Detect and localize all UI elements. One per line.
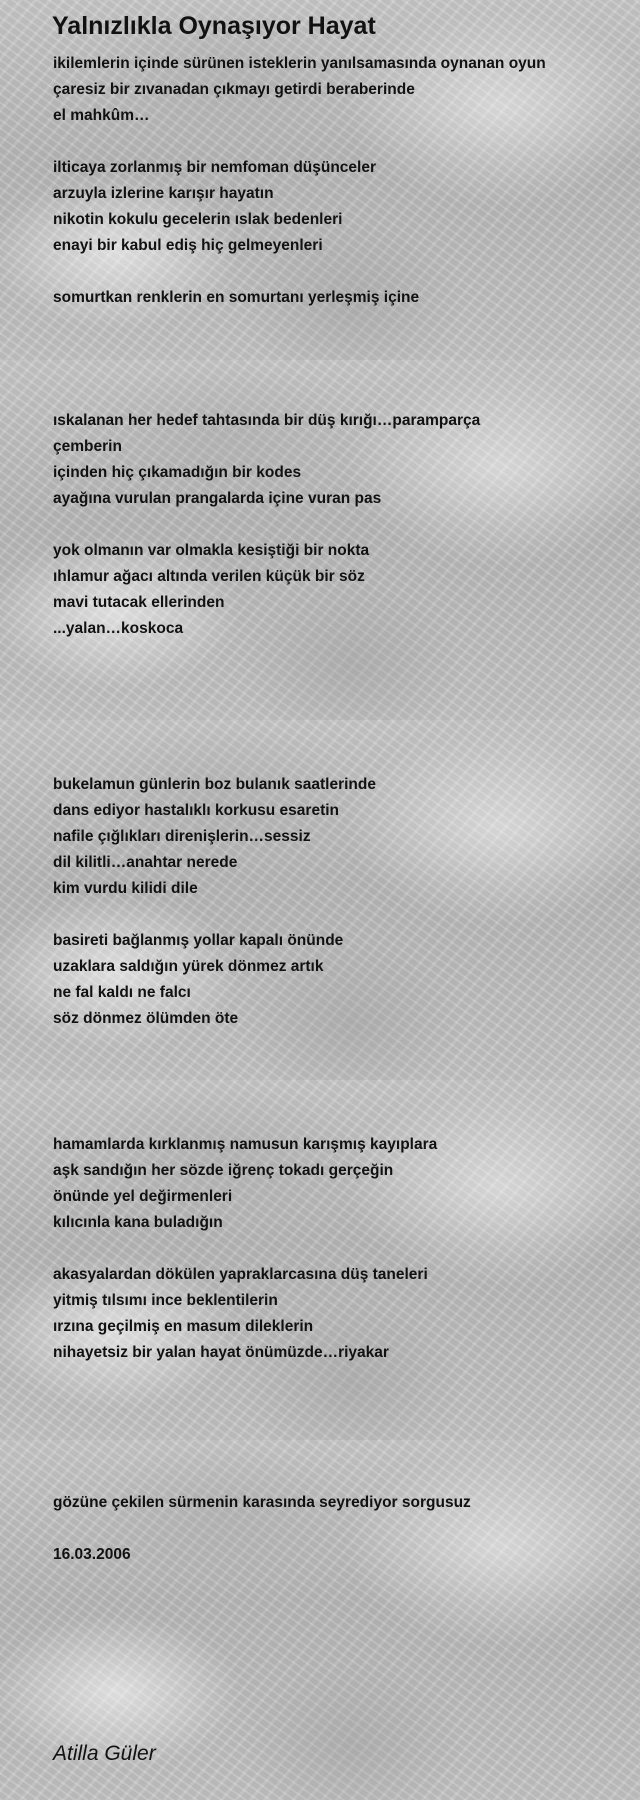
poem-line: dil kilitli…anahtar nerede — [53, 854, 238, 871]
stanza — [53, 155, 630, 259]
stanza — [53, 1262, 630, 1366]
stanza-group-1 — [53, 51, 630, 337]
stanza — [53, 1490, 630, 1516]
poem-line: çaresiz bir zıvanadan çıkmayı getirdi beraberinde — [53, 81, 415, 98]
poem-title: Yalnızlıkla Oynaşıyor Hayat — [52, 12, 376, 40]
stanza — [53, 772, 630, 902]
stanza — [53, 1542, 630, 1568]
stanza-group-5 — [53, 1490, 630, 1594]
poem-panel-5 — [0, 1440, 640, 1800]
poem-line: yok olmanın var olmakla kesiştiği bir nokta — [53, 542, 370, 559]
poem-line: somurtkan renklerin en somurtanı yerleşmiş içine — [53, 289, 420, 306]
poem-line: çemberin — [53, 438, 122, 455]
poem-line: ıhlamur ağacı altında verilen küçük bir söz — [53, 568, 365, 585]
poem-line: 16.03.2006 — [53, 1546, 131, 1563]
stanza — [53, 538, 630, 642]
poem-line: aşk sandığın her sözde iğrenç tokadı gerçeğin — [53, 1162, 394, 1179]
poem-line: hamamlarda kırklanmış namusun karışmış kayıplara — [53, 1136, 438, 1153]
poem-line: ...yalan…koskoca — [53, 620, 184, 637]
stanza — [53, 928, 630, 1032]
poem-line: kılıcınla kana buladığın — [53, 1214, 223, 1231]
poem-panel-1 — [0, 0, 640, 360]
poem-line: el mahkûm… — [53, 107, 150, 124]
poem-line: ilticaya zorlanmış bir nemfoman düşünceler — [53, 159, 377, 176]
poem-line: uzaklara saldığın yürek dönmez artık — [53, 958, 324, 975]
poem-line: dans ediyor hastalıklı korkusu esaretin — [53, 802, 340, 819]
poem-line: söz dönmez ölümden öte — [53, 1010, 239, 1027]
poem-line: basireti bağlanmış yollar kapalı önünde — [53, 932, 344, 949]
stanza-group-2 — [53, 408, 630, 668]
poem-line: kim vurdu kilidi dile — [53, 880, 198, 897]
poem-line: yitmiş tılsımı ince beklentilerin — [53, 1292, 278, 1309]
poem-line: mavi tutacak ellerinden — [53, 594, 225, 611]
poem-line: enayi bir kabul ediş hiç gelmeyenleri — [53, 237, 323, 254]
stanza — [53, 408, 630, 512]
poem-line: ne fal kaldı ne falcı — [53, 984, 191, 1001]
poem-line: gözüne çekilen sürmenin karasında seyrediyor sorgusuz — [53, 1494, 471, 1511]
poem-line: nafile çığlıkları direnişlerin…sessiz — [53, 828, 311, 845]
poem-line: nikotin kokulu gecelerin ıslak bedenleri — [53, 211, 343, 228]
poem-line: ikilemlerin içinde sürünen isteklerin yanılsamasında oynanan oyun — [53, 55, 546, 72]
poem-line: arzuyla izlerine karışır hayatın — [53, 185, 274, 202]
poem-line: bukelamun günlerin boz bulanık saatlerinde — [53, 776, 376, 793]
poem-line: ırzına geçilmiş en masum dileklerin — [53, 1318, 314, 1335]
stanza — [53, 51, 630, 129]
poem-line: ıskalanan her hedef tahtasında bir düş kırığı…paramparça — [53, 412, 481, 429]
stanza-group-3 — [53, 772, 630, 1058]
poem-line: içinden hiç çıkamadığın bir kodes — [53, 464, 302, 481]
stanza — [53, 1132, 630, 1236]
poem-line: önünde yel değirmenleri — [53, 1188, 233, 1205]
poem-line: ayağına vurulan prangalarda içine vuran pas — [53, 490, 382, 507]
poem-panel-3 — [0, 720, 640, 1080]
poem-line: nihayetsiz bir yalan hayat önümüzde…riyakar — [53, 1344, 389, 1361]
author-signature: Atilla Güler — [53, 1742, 156, 1765]
poem-line: akasyalardan dökülen yapraklarcasına düş taneleri — [53, 1266, 428, 1283]
stanza-group-4 — [53, 1132, 630, 1392]
poem-panel-4 — [0, 1080, 640, 1440]
poem-panel-2 — [0, 360, 640, 720]
stanza — [53, 285, 630, 311]
